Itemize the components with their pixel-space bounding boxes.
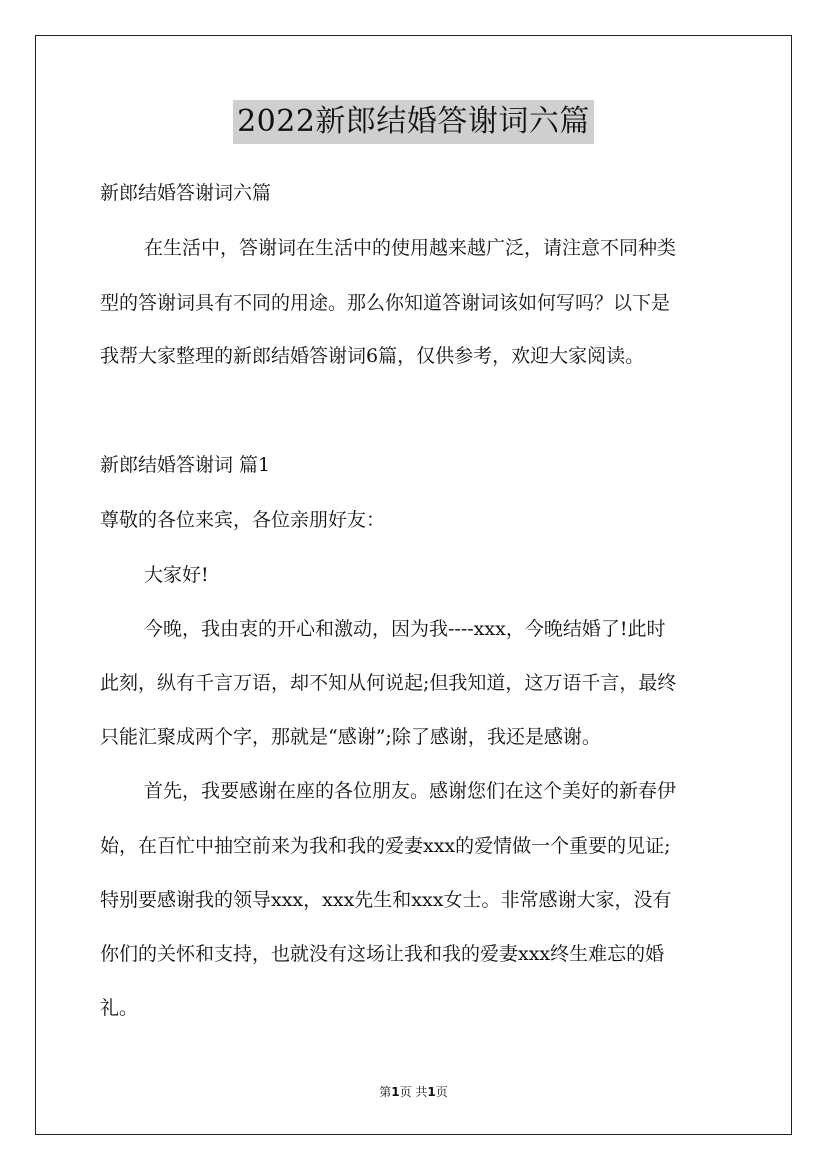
current-page-number: 1 bbox=[391, 1085, 400, 1099]
section-heading: 新郎结婚答谢词 篇1 bbox=[100, 454, 271, 476]
paragraph-line: 今晚，我由衷的开心和激动，因为我----xxx，今晚结婚了!此时 bbox=[144, 618, 666, 640]
salutation: 尊敬的各位来宾，各位亲朋好友： bbox=[100, 509, 386, 531]
intro-line: 型的答谢词具有不同的用途。那么你知道答谢词该如何写吗？以下是 bbox=[100, 292, 671, 314]
footer-suffix: 页 bbox=[435, 1085, 448, 1099]
paragraph-line: 特别要感谢我的领导xxx，xxx先生和xxx女士。非常感谢大家，没有 bbox=[100, 889, 672, 911]
footer-prefix: 第 bbox=[379, 1085, 392, 1099]
title-container bbox=[0, 100, 827, 144]
subtitle: 新郎结婚答谢词六篇 bbox=[100, 182, 272, 204]
total-page-number: 1 bbox=[427, 1085, 436, 1099]
paragraph-line: 礼。 bbox=[100, 997, 139, 1019]
paragraph-line: 只能汇聚成两个字，那就是“感谢”;除了感谢，我还是感谢。 bbox=[100, 726, 601, 748]
intro-line: 我帮大家整理的新郎结婚答谢词6篇，仅供参考，欢迎大家阅读。 bbox=[100, 345, 645, 367]
paragraph-line: 此刻，纵有千言万语，却不知从何说起;但我知道，这万语千言，最终 bbox=[100, 672, 677, 694]
document-title: 2022新郎结婚答谢词六篇 bbox=[233, 100, 594, 144]
paragraph-line: 首先，我要感谢在座的各位朋友。感谢您们在这个美好的新春伊 bbox=[144, 780, 677, 802]
footer-mid: 页 共 bbox=[399, 1085, 428, 1099]
paragraph-line: 你们的关怀和支持，也就没有这场让我和我的爱妻xxx终生难忘的婚 bbox=[100, 943, 665, 965]
intro-line: 在生活中，答谢词在生活中的使用越来越广泛，请注意不同种类 bbox=[144, 237, 677, 259]
page-footer bbox=[0, 1083, 827, 1100]
paragraph-line: 始，在百忙中抽空前来为我和我的爱妻xxx的爱情做一个重要的见证; bbox=[100, 835, 671, 857]
greeting: 大家好! bbox=[144, 564, 209, 586]
